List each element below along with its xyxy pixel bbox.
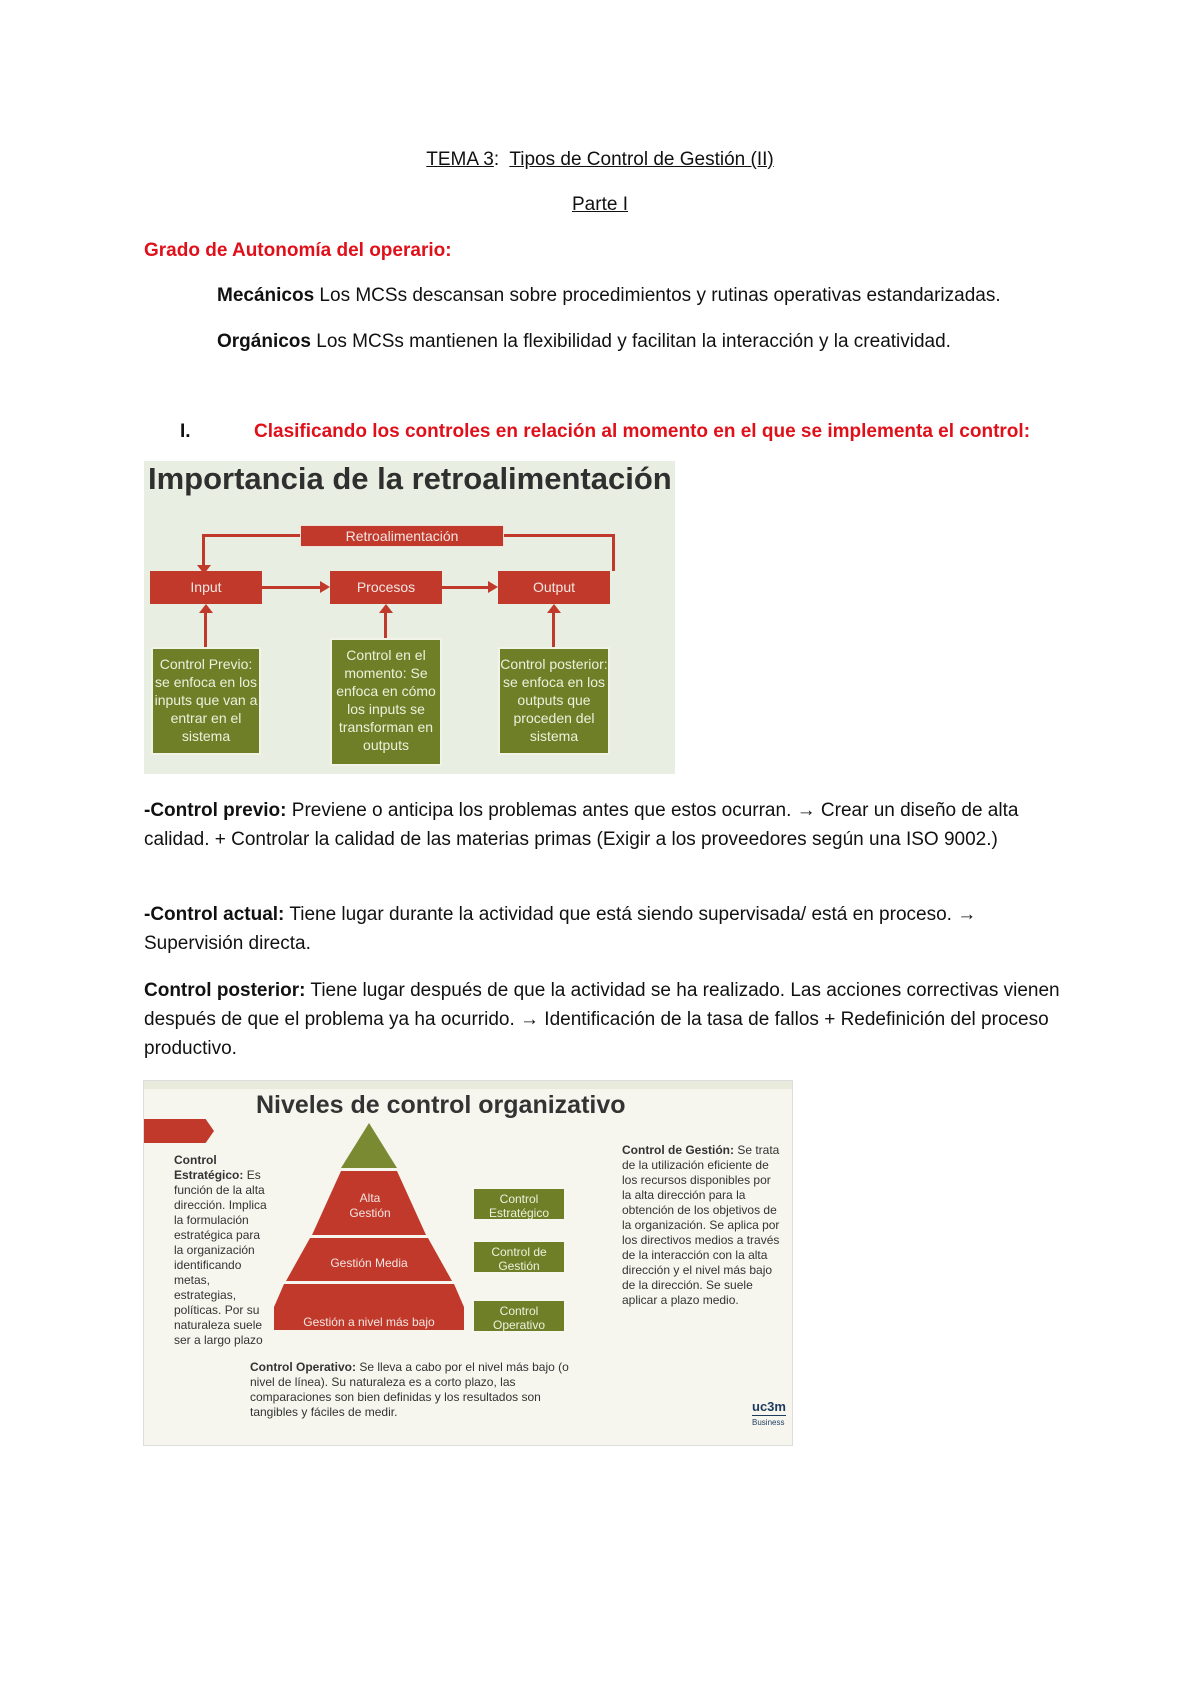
pyramid-label-alta: Alta Gestión: [349, 1191, 391, 1220]
note-control-gestion: Control de Gestión: Se trata de la utilización eficiente de los recursos disponibles por la alta dirección para la obtención de los objetivos de la organización. Se aplica por los directivos medios a través de la interacción con la alta dirección y el nivel más bajo de la dirección. Se suele aplicar a plazo medio.: [622, 1143, 780, 1307]
slide-title: Importancia de la retroalimentación: [148, 461, 672, 496]
stage-procesos: Procesos: [330, 571, 442, 604]
label-control-operativo: Control Operativo: [472, 1299, 566, 1333]
arrow-up-icon: [379, 604, 393, 613]
stage-input: Input: [150, 571, 262, 604]
label-control-estrategico: Control Estratégico: [472, 1187, 566, 1221]
section-number: I.: [180, 421, 191, 442]
arrow-line: [204, 611, 207, 649]
arrow-up-icon: [199, 604, 213, 613]
accent-arrow-icon: [144, 1119, 214, 1143]
paragraph-control-posterior: Control posterior: Tiene lugar después de que la actividad se ha realizado. Las acciones correctivas vienen después de que el problema ya ha ocurrido. → Identificación de la tasa de fallos + Redefinición del proceso productivo.: [144, 980, 1060, 1059]
title-rest: Tipos de Control de Gestión (II): [509, 149, 774, 170]
slide-top-band: [144, 1081, 793, 1089]
arrow-line: [384, 611, 387, 641]
arrow-line: [552, 611, 555, 649]
uc3m-logo: uc3m: [752, 1399, 786, 1414]
document-subtitle: Parte I: [572, 194, 628, 215]
control-previo-box: Control Previo: se enfoca en los inputs que van a entrar en el sistema: [151, 647, 261, 755]
pyramid-label-media: Gestión Media: [330, 1256, 408, 1270]
control-momento-box: Control en el momento: Se enfoca en cómo los inputs se transforman en outputs: [330, 638, 442, 766]
paragraph-control-previo: -Control previo: Previene o anticipa los problemas antes que estos ocurran. → Crear un diseño de alta calidad. + Controlar la calidad de las materias primas (Exigir a los proveedores según una ISO 9002.): [144, 800, 1019, 850]
autonomy-item-organicos: Orgánicos Los MCSs mantienen la flexibilidad y facilitan la interacción y la creatividad.: [217, 331, 951, 352]
uc3m-logo-sub: Business: [752, 1418, 785, 1427]
pyramid-label-baja: Gestión a nivel más bajo: [303, 1315, 435, 1329]
pyramid-graphic: [274, 1123, 464, 1333]
slide-title: Niveles de control organizativo: [256, 1091, 626, 1119]
feedback-label: Retroalimentación: [300, 525, 504, 547]
arrow-line: [442, 586, 490, 589]
pyramid-top: [341, 1123, 397, 1168]
feedback-line-right: [612, 534, 615, 571]
document-title: [0, 146, 1200, 174]
arrow-up-icon: [547, 604, 561, 613]
title-colon: :: [493, 149, 500, 170]
stage-output: Output: [498, 571, 610, 604]
note-control-operativo: Control Operativo: Se lleva a cabo por el nivel más bajo (o nivel de línea). Su naturaleza es a corto plazo, las comparaciones son bien definidas y los resultados son tangibles y fáciles de medir.: [250, 1360, 569, 1419]
label-control-gestion: Control de Gestión: [472, 1240, 566, 1274]
control-posterior-box: Control posterior: se enfoca en los outputs que proceden del sistema: [498, 647, 610, 755]
feedback-slide: [144, 461, 675, 774]
paragraph-control-actual: -Control actual: Tiene lugar durante la actividad que está siendo supervisada/ está en proceso. → Supervisión directa.: [144, 904, 977, 954]
levels-slide: [143, 1080, 793, 1446]
note-control-estrategico: Control Estratégico: Es función de la alta dirección. Implica la formulación estratégica para la organización identificando metas, estrategias, políticas. Por su naturaleza suele ser a largo plazo: [174, 1153, 267, 1347]
autonomy-heading: Grado de Autonomía del operario:: [144, 240, 452, 261]
section-heading: Clasificando los controles en relación al momento en el que se implementa el control:: [254, 421, 1031, 442]
arrow-line: [262, 586, 322, 589]
title-prefix: TEMA 3: [426, 149, 494, 170]
autonomy-item-mecanicos: Mecánicos Los MCSs descansan sobre procedimientos y rutinas operativas estandarizadas.: [217, 285, 1001, 306]
logo-divider: [752, 1415, 786, 1416]
arrow-right-icon: [488, 581, 498, 593]
arrow-right-icon: [320, 581, 330, 593]
